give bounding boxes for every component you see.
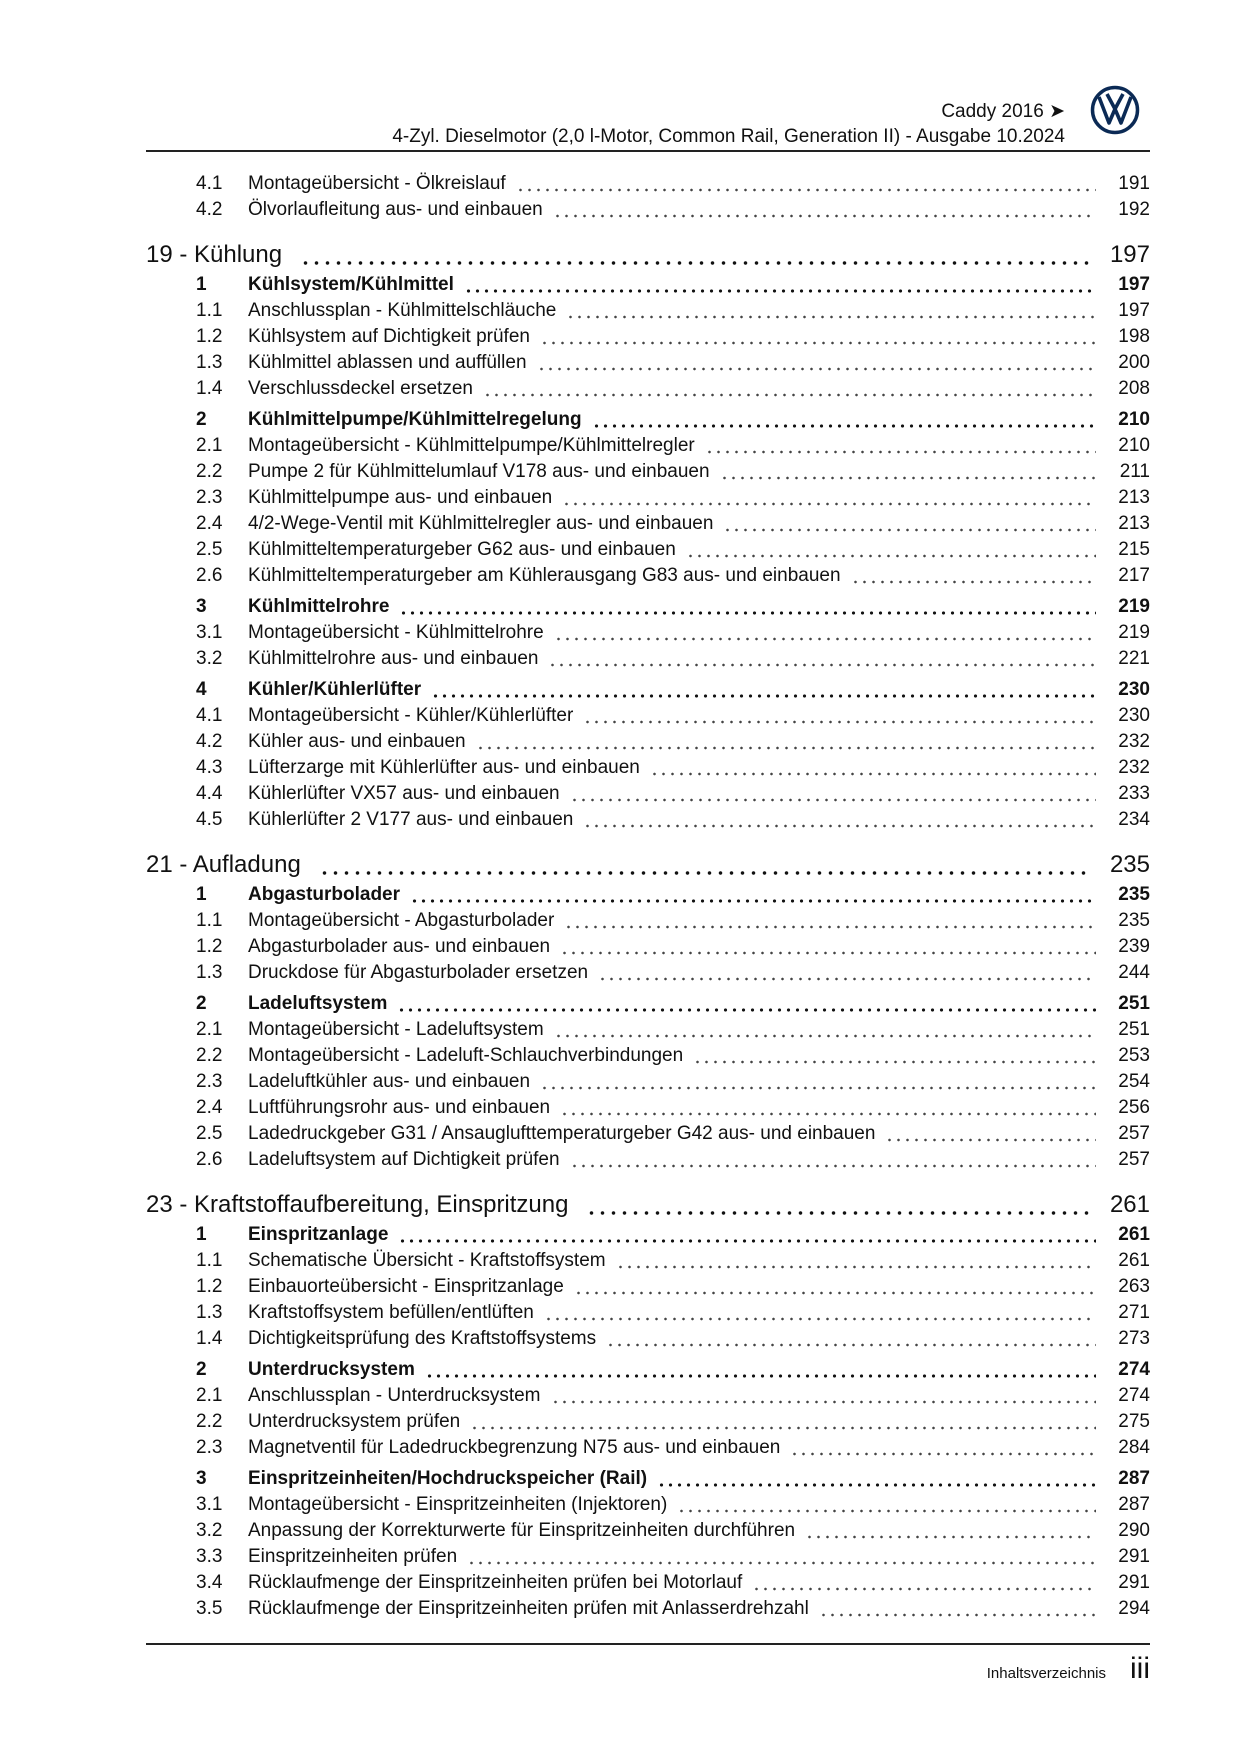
entry-title: Ladeluftkühler aus- und einbauen [248,1071,531,1092]
entry-page: 290 [1118,1520,1150,1541]
dot-leader [819,1596,1096,1622]
toc-entry[interactable] [146,298,1150,324]
entry-page: 235 [1118,910,1150,931]
toc-entry[interactable] [146,729,1150,755]
toc-entry[interactable] [146,1147,1150,1173]
dot-leader [583,703,1096,729]
entry-page: 256 [1118,1097,1150,1118]
entry-number: 1 [196,1224,207,1245]
entry-page: 261 [1118,1250,1150,1271]
dot-leader [686,537,1096,563]
entry-number: 3.3 [196,1546,223,1567]
entry-number: 2.1 [196,1385,223,1406]
entry-number: 2.5 [196,539,223,560]
entry-title: Kraftstoffsystem befüllen/entlüften [248,1302,534,1323]
toc-section[interactable] [146,882,1150,908]
toc-entry[interactable] [146,324,1150,350]
entry-title: 19 - Kühlung [146,241,283,268]
entry-number: 2.2 [196,461,223,482]
entry-title: Montageübersicht - Ladeluft-Schlauchverbindungen [248,1045,684,1066]
entry-title: Rücklaufmenge der Einspritzeinheiten prüfen mit Anlasserdrehzahl [248,1598,809,1619]
entry-number: 2.4 [196,513,223,534]
entry-title: Kühlsystem auf Dichtigkeit prüfen [248,326,530,347]
entry-page: 215 [1118,539,1150,560]
entry-number: 4.2 [196,731,223,752]
entry-page: 230 [1118,679,1150,700]
entry-page: 217 [1118,565,1150,586]
dot-leader [574,1274,1096,1300]
entry-page: 191 [1118,173,1150,194]
toc-entry[interactable] [146,755,1150,781]
entry-page: 261 [1109,1191,1150,1218]
entry-number: 3.2 [196,1520,223,1541]
entry-title: Luftführungsrohr aus- und einbauen [248,1097,551,1118]
dot-leader [319,848,1092,882]
toc-entry[interactable] [146,1069,1150,1095]
entry-title: Kühlmitteltemperaturgeber G62 aus- und einbauen [248,539,676,560]
entry-title: Einbauorteübersicht - Einspritzanlage [248,1276,564,1297]
toc-entry[interactable] [146,350,1150,376]
entry-title: Anschlussplan - Kühlmittelschläuche [248,300,557,321]
entry-number: 2.1 [196,1019,223,1040]
dot-leader [431,677,1096,703]
dot-leader [583,807,1096,833]
dot-leader [399,594,1096,620]
document-title: Caddy 2016 ➤ [941,101,1065,122]
table-of-contents [146,171,1150,1622]
entry-number: 3.1 [196,622,223,643]
entry-page: 273 [1118,1328,1150,1349]
footer-page-number: iii [1130,1652,1150,1685]
dot-leader [705,433,1096,459]
entry-number: 3 [196,1468,207,1489]
toc-entry[interactable] [146,1435,1150,1461]
dot-leader [398,1222,1096,1248]
entry-title: Anpassung der Korrekturwerte für Einspritzeinheiten durchführen [248,1520,796,1541]
toc-entry[interactable] [146,563,1150,589]
entry-title: Ölvorlaufleitung aus- und einbauen [248,199,543,220]
dot-leader [483,376,1096,402]
entry-number: 2.3 [196,487,223,508]
entry-title: Ladedruckgeber G31 / Ansauglufttemperaturgeber G42 aus- und einbauen [248,1123,876,1144]
dot-leader [657,1466,1096,1492]
entry-number: 4 [196,679,207,700]
toc-entry[interactable] [146,433,1150,459]
dot-leader [805,1518,1096,1544]
toc-entry[interactable] [146,807,1150,833]
entry-page: 257 [1118,1123,1150,1144]
entry-number: 1.2 [196,1276,223,1297]
entry-title: Kühlmittel ablassen und auffüllen [248,352,527,373]
entry-number: 1.2 [196,936,223,957]
toc-section[interactable] [146,1357,1150,1383]
entry-page: 221 [1118,648,1150,669]
entry-number: 2.6 [196,565,223,586]
entry-title: Einspritzanlage [248,1224,389,1245]
entry-title: Einspritzeinheiten/Hochdruckspeicher (Rail) [248,1468,648,1489]
dot-leader [554,620,1096,646]
dot-leader [476,729,1096,755]
entry-title: Ladeluftsystem auf Dichtigkeit prüfen [248,1149,560,1170]
toc-entry[interactable] [146,1043,1150,1069]
entry-number: 4.3 [196,757,223,778]
toc-entry[interactable] [146,1570,1150,1596]
dot-leader [885,1121,1096,1147]
entry-page: 251 [1118,1019,1150,1040]
toc-entry[interactable] [146,620,1150,646]
toc-entry[interactable] [146,1248,1150,1274]
entry-page: 210 [1118,435,1150,456]
toc-entry[interactable] [146,197,1150,223]
entry-number: 2.6 [196,1149,223,1170]
entry-page: 219 [1118,622,1150,643]
dot-leader [554,1017,1096,1043]
dot-leader [592,407,1096,433]
entry-number: 1 [196,884,207,905]
entry-title: Montageübersicht - Ölkreislauf [248,173,506,194]
vw-logo-icon [1090,85,1140,135]
entry-page: 261 [1118,1224,1150,1245]
entry-page: 271 [1118,1302,1150,1323]
dot-leader [551,1383,1097,1409]
entry-number: 4.4 [196,783,223,804]
entry-page: 197 [1118,300,1150,321]
entry-title: 4/2-Wege-Ventil mit Kühlmittelregler aus- und einbauen [248,513,714,534]
entry-number: 2.4 [196,1097,223,1118]
dot-leader [790,1435,1096,1461]
entry-number: 1.4 [196,378,223,399]
dot-leader [650,755,1096,781]
entry-number: 4.1 [196,173,223,194]
toc-chapter[interactable] [146,1188,1150,1222]
entry-title: Kühlerlüfter 2 V177 aus- und einbauen [248,809,574,830]
footer-divider [146,1643,1150,1645]
dot-leader [467,1544,1096,1570]
entry-title: Kühlsystem/Kühlmittel [248,274,454,295]
entry-page: 274 [1118,1359,1150,1380]
entry-number: 4.2 [196,199,223,220]
entry-number: 1.4 [196,1328,223,1349]
dot-leader [540,324,1096,350]
entry-page: 244 [1118,962,1150,983]
entry-title: Einspritzeinheiten prüfen [248,1546,458,1567]
entry-number: 2 [196,993,207,1014]
dot-leader [410,882,1096,908]
entry-number: 2.3 [196,1071,223,1092]
entry-page: 274 [1118,1385,1150,1406]
entry-title: Montageübersicht - Ladeluftsystem [248,1019,544,1040]
entry-title: Anschlussplan - Unterdrucksystem [248,1385,541,1406]
entry-title: Magnetventil für Ladedruckbegrenzung N75 aus- und einbauen [248,1437,781,1458]
entry-title: Dichtigkeitsprüfung des Kraftstoffsystems [248,1328,597,1349]
entry-number: 3.2 [196,648,223,669]
toc-entry[interactable] [146,1544,1150,1570]
dot-leader [606,1326,1096,1352]
entry-title: Lüfterzarge mit Kühlerlüfter aus- und einbauen [248,757,640,778]
dot-leader [720,459,1096,485]
entry-page: 291 [1118,1572,1150,1593]
entry-title: Druckdose für Abgasturbolader ersetzen [248,962,589,983]
dot-leader [544,1300,1096,1326]
dot-leader [564,908,1096,934]
entry-title: Montageübersicht - Einspritzeinheiten (Injektoren) [248,1494,668,1515]
dot-leader [537,350,1096,376]
dot-leader [300,238,1092,272]
entry-title: Kühlmittelpumpe aus- und einbauen [248,487,553,508]
entry-number: 1.2 [196,326,223,347]
toc-entry[interactable] [146,1300,1150,1326]
entry-number: 3.4 [196,1572,223,1593]
dot-leader [560,934,1096,960]
dot-leader [425,1357,1096,1383]
toc-entry[interactable] [146,1596,1150,1622]
entry-title: Abgasturbolader aus- und einbauen [248,936,551,957]
entry-title: Kühlmittelrohre aus- und einbauen [248,648,539,669]
dot-leader [464,272,1096,298]
entry-page: 263 [1118,1276,1150,1297]
entry-page: 294 [1118,1598,1150,1619]
entry-number: 1.3 [196,1302,223,1323]
toc-entry[interactable] [146,960,1150,986]
entry-page: 197 [1118,274,1150,295]
entry-page: 232 [1118,757,1150,778]
entry-title: Kühlmittelpumpe/Kühlmittelregelung [248,409,582,430]
dot-leader [540,1069,1096,1095]
dot-leader [693,1043,1096,1069]
entry-number: 3.5 [196,1598,223,1619]
entry-number: 1.3 [196,352,223,373]
entry-page: 211 [1119,461,1150,482]
toc-entry[interactable] [146,703,1150,729]
dot-leader [616,1248,1096,1274]
toc-entry[interactable] [146,934,1150,960]
entry-page: 230 [1118,705,1150,726]
toc-section[interactable] [146,407,1150,433]
entry-page: 213 [1118,487,1150,508]
entry-number: 3 [196,596,207,617]
dot-leader [586,1188,1092,1222]
entry-page: 234 [1118,809,1150,830]
toc-section[interactable] [146,272,1150,298]
toc-entry[interactable] [146,1017,1150,1043]
dot-leader [562,485,1096,511]
entry-title: Montageübersicht - Kühlmittelrohre [248,622,544,643]
entry-title: 23 - Kraftstoffaufbereitung, Einspritzung [146,1191,569,1218]
entry-number: 2 [196,409,207,430]
dot-leader [752,1570,1096,1596]
entry-number: 1 [196,274,207,295]
dot-leader [570,781,1096,807]
entry-page: 284 [1118,1437,1150,1458]
entry-title: Schematische Übersicht - Kraftstoffsystem [248,1250,606,1271]
entry-number: 2 [196,1359,207,1380]
entry-page: 232 [1118,731,1150,752]
entry-title: Kühlmitteltemperaturgeber am Kühlerausgang G83 aus- und einbauen [248,565,841,586]
toc-chapter[interactable] [146,238,1150,272]
toc-section[interactable] [146,594,1150,620]
dot-leader [677,1492,1096,1518]
entry-number: 2.3 [196,1437,223,1458]
entry-title: Kühlerlüfter VX57 aus- und einbauen [248,783,560,804]
dot-leader [851,563,1096,589]
entry-title: Montageübersicht - Kühler/Kühlerlüfter [248,705,574,726]
toc-entry[interactable] [146,1274,1150,1300]
entry-page: 287 [1118,1494,1150,1515]
toc-entry[interactable] [146,1383,1150,1409]
toc-entry[interactable] [146,459,1150,485]
entry-title: Abgasturbolader [248,884,401,905]
entry-title: Montageübersicht - Abgasturbolader [248,910,555,931]
entry-page: 291 [1118,1546,1150,1567]
dot-leader [723,511,1096,537]
entry-page: 287 [1118,1468,1150,1489]
dot-leader [566,298,1096,324]
dot-leader [548,646,1096,672]
entry-page: 200 [1118,352,1150,373]
dot-leader [470,1409,1096,1435]
dot-leader [516,171,1096,197]
footer-label: Inhaltsverzeichnis [986,1665,1106,1682]
entry-title: Unterdrucksystem prüfen [248,1411,461,1432]
entry-number: 2.2 [196,1045,223,1066]
entry-page: 208 [1118,378,1150,399]
entry-page: 254 [1118,1071,1150,1092]
toc-section[interactable] [146,991,1150,1017]
toc-entry[interactable] [146,781,1150,807]
toc-entry[interactable] [146,376,1150,402]
entry-page: 235 [1118,884,1150,905]
toc-entry[interactable] [146,485,1150,511]
header-divider [146,150,1150,152]
toc-entry[interactable] [146,537,1150,563]
entry-page: 192 [1118,199,1150,220]
toc-entry[interactable] [146,1518,1150,1544]
entry-page: 235 [1109,851,1150,878]
dot-leader [397,991,1096,1017]
toc-section[interactable] [146,677,1150,703]
entry-page: 210 [1118,409,1150,430]
entry-number: 1.3 [196,962,223,983]
toc-section[interactable] [146,1222,1150,1248]
dot-leader [553,197,1096,223]
entry-title: Unterdrucksystem [248,1359,415,1380]
dot-leader [570,1147,1096,1173]
entry-page: 251 [1118,993,1150,1014]
document-subtitle: 4-Zyl. Dieselmotor (2,0 l-Motor, Common Rail, Generation II) - Ausgabe 10.2024 [392,126,1065,147]
toc-entry[interactable] [146,1409,1150,1435]
entry-number: 1.1 [196,1250,223,1271]
toc-entry[interactable] [146,1121,1150,1147]
entry-page: 275 [1118,1411,1150,1432]
entry-title: Kühlmittelrohre [248,596,390,617]
toc-entry[interactable] [146,646,1150,672]
entry-title: 21 - Aufladung [146,851,301,878]
entry-page: 213 [1118,513,1150,534]
toc-chapter[interactable] [146,848,1150,882]
entry-page: 253 [1118,1045,1150,1066]
entry-page: 257 [1118,1149,1150,1170]
entry-number: 2.5 [196,1123,223,1144]
toc-entry[interactable] [146,908,1150,934]
toc-entry[interactable] [146,511,1150,537]
entry-page: 239 [1118,936,1150,957]
dot-leader [560,1095,1096,1121]
entry-number: 1.1 [196,910,223,931]
entry-title: Ladeluftsystem [248,993,388,1014]
entry-title: Montageübersicht - Kühlmittelpumpe/Kühlmittelregler [248,435,695,456]
entry-number: 1.1 [196,300,223,321]
entry-page: 198 [1118,326,1150,347]
entry-number: 3.1 [196,1494,223,1515]
entry-title: Verschlussdeckel ersetzen [248,378,473,399]
toc-entry[interactable] [146,1492,1150,1518]
toc-entry[interactable] [146,171,1150,197]
entry-title: Pumpe 2 für Kühlmittelumlauf V178 aus- und einbauen [248,461,710,482]
toc-entry[interactable] [146,1095,1150,1121]
entry-number: 4.1 [196,705,223,726]
dot-leader [598,960,1096,986]
entry-number: 2.1 [196,435,223,456]
entry-page: 219 [1118,596,1150,617]
toc-entry[interactable] [146,1326,1150,1352]
entry-page: 197 [1109,241,1150,268]
entry-title: Kühler/Kühlerlüfter [248,679,422,700]
entry-title: Kühler aus- und einbauen [248,731,466,752]
entry-title: Rücklaufmenge der Einspritzeinheiten prüfen bei Motorlauf [248,1572,743,1593]
entry-page: 233 [1118,783,1150,804]
entry-number: 4.5 [196,809,223,830]
toc-section[interactable] [146,1466,1150,1492]
entry-number: 2.2 [196,1411,223,1432]
